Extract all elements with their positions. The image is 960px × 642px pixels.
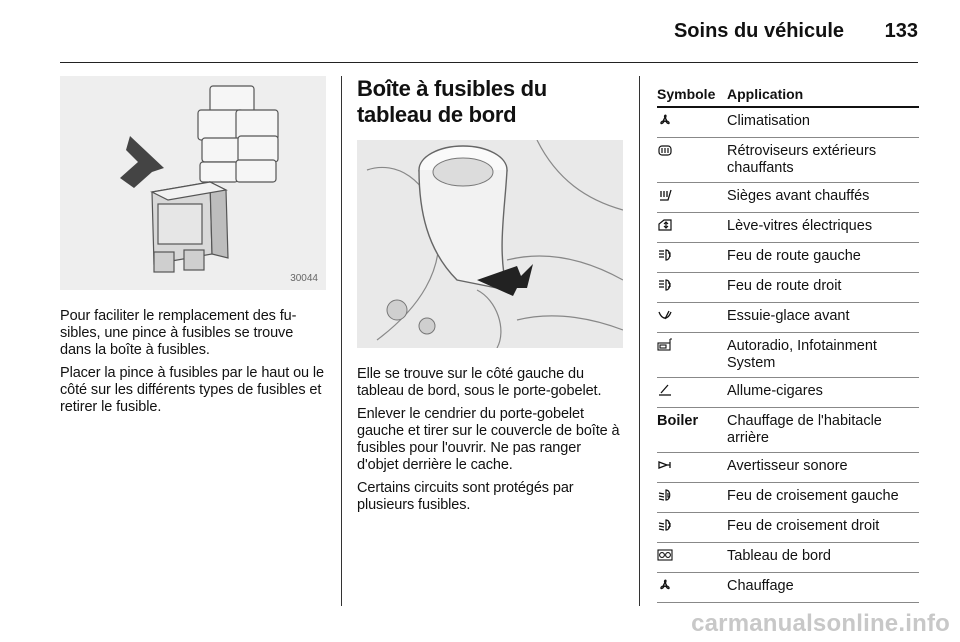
left-column: [60, 76, 326, 422]
table-row: [657, 483, 919, 513]
watermark: carmanualsonline.info: [691, 610, 950, 637]
application-cell: Tableau de bord: [727, 548, 831, 564]
symbol-cell: [657, 188, 727, 207]
table-row: [657, 573, 919, 603]
table-row: [657, 108, 919, 138]
fan-icon: [657, 580, 673, 596]
symbol-cell: Boiler: [657, 413, 699, 429]
application-cell: Feu de croisement droit: [727, 518, 880, 534]
symbol-cell: [657, 338, 727, 372]
heated-mirror-icon: [657, 145, 673, 161]
paragraph: Certains circuits sont protégés par plusieurs fusibles.: [357, 480, 574, 513]
middle-column: [357, 76, 623, 520]
application-cell: Allume-cigares: [727, 383, 823, 399]
table-row: [657, 378, 919, 408]
table-row: [657, 543, 919, 573]
table-header: [657, 80, 919, 108]
paragraph: Enlever le cendrier du porte-gobelet gauche et tirer sur le couvercle de boîte à fusibles pour l'ouvrir. Ne pas ranger d'objet derrière le cache.: [357, 406, 620, 473]
table-row: [657, 273, 919, 303]
table-body: [657, 108, 919, 603]
application-cell: Feu de route droit: [727, 278, 842, 294]
application-cell: Avertisseur sonore: [727, 458, 848, 474]
high-beam-right-icon: [657, 280, 673, 296]
fuse-puller-illustration: [60, 76, 326, 290]
column-header-application: Application: [727, 86, 804, 102]
symbol-cell: [657, 218, 727, 237]
table-row: [657, 303, 919, 333]
wiper-icon: [657, 310, 673, 326]
application-cell: Autoradio, Infotainment System: [727, 338, 877, 371]
table-row: [657, 183, 919, 213]
column-header-symbol: Symbole: [657, 86, 716, 102]
figure-number: 30044: [290, 273, 318, 284]
high-beam-left-icon: [657, 250, 673, 266]
application-cell: Chauffage de l'habitacle arrière: [727, 413, 882, 446]
symbol-cell: [657, 488, 727, 507]
application-cell: Rétroviseurs extérieurs chauffants: [727, 143, 877, 176]
table-row: [657, 453, 919, 483]
symbol-cell: [657, 458, 727, 477]
application-cell: Feu de croisement gauche: [727, 488, 899, 504]
symbol-cell: [657, 143, 727, 177]
paragraph: Pour faciliter le remplacement des fu-sibles, une pince à fusibles se trouve dans la boîte à fusibles.: [60, 308, 297, 358]
paragraph: Elle se trouve sur le côté gauche du tableau de bord, sous le porte-gobelet.: [357, 366, 602, 399]
header-title: Soins du véhicule: [673, 20, 844, 42]
application-cell: Feu de route gauche: [727, 248, 861, 264]
column-divider-right: [639, 76, 640, 606]
symbol-cell: [657, 248, 727, 267]
symbol-cell: [657, 278, 727, 297]
paragraph: Placer la pince à fusibles par le haut ou le côté sur les différents types de fusibles et retirer le fusible.: [60, 365, 325, 415]
page-header: [60, 0, 918, 63]
symbol-cell: [657, 548, 727, 567]
symbol-cell: [657, 113, 727, 132]
section-heading: Boîte à fusibles du tableau de bord: [357, 76, 547, 127]
application-cell: Climatisation: [727, 113, 810, 129]
low-beam-right-icon: [657, 520, 673, 536]
column-divider-left: [341, 76, 342, 606]
table-row: [657, 513, 919, 543]
low-beam-left-icon: [657, 490, 673, 506]
fuse-table: [657, 76, 919, 603]
table-row: [657, 243, 919, 273]
application-cell: Essuie-glace avant: [727, 308, 850, 324]
symbol-cell: [657, 578, 727, 597]
application-cell: Lève-vitres électriques: [727, 218, 873, 234]
fan-icon: [657, 115, 673, 131]
cigarette-lighter-icon: [657, 385, 673, 401]
page-number: 133: [884, 20, 918, 42]
symbol-cell: [657, 518, 727, 537]
symbol-cell: [657, 308, 727, 327]
application-cell: Chauffage: [727, 578, 794, 594]
power-window-icon: [657, 220, 673, 236]
horn-icon: [657, 460, 673, 476]
symbol-cell: [657, 383, 727, 402]
table-row: [657, 213, 919, 243]
heated-seat-icon: [657, 190, 673, 206]
table-row: [657, 138, 919, 183]
application-cell: Sièges avant chauffés: [727, 188, 870, 204]
table-row: [657, 333, 919, 378]
table-row: [657, 408, 919, 453]
radio-icon: [657, 340, 673, 356]
dashboard-fusebox-illustration: [357, 140, 623, 348]
instrument-panel-icon: [657, 550, 673, 566]
